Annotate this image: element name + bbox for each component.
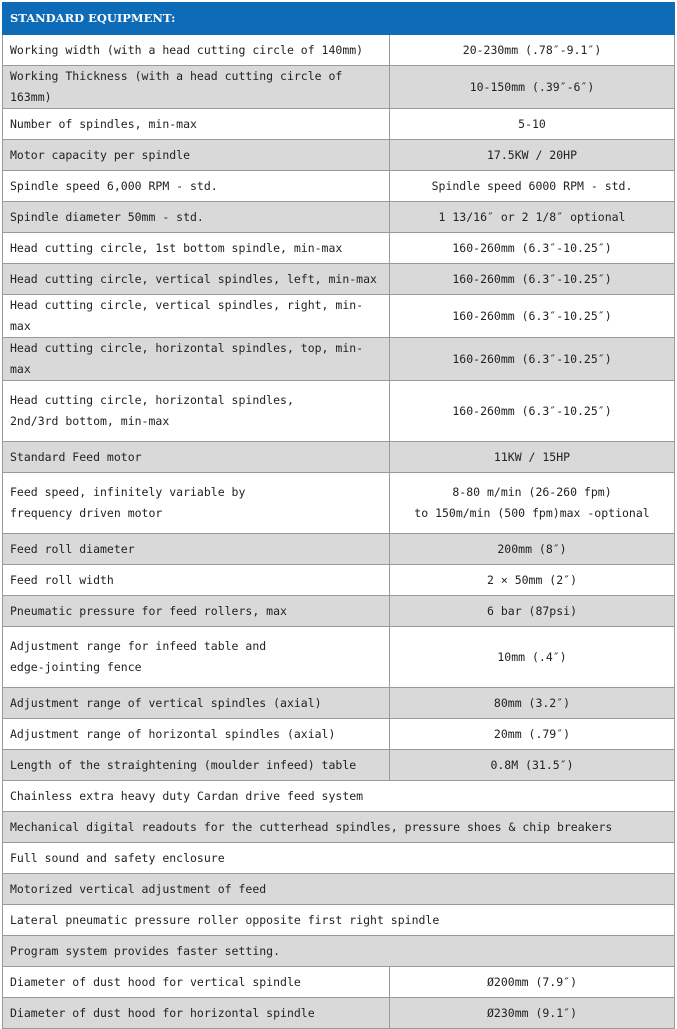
spec-value: 10mm (.4″) — [390, 627, 675, 688]
table-row — [3, 843, 675, 874]
spec-value: 6 bar (87psi) — [390, 596, 675, 627]
spec-value: 17.5KW / 20HP — [390, 140, 675, 171]
spec-value: 20-230mm (.78″-9.1″) — [390, 35, 675, 66]
spec-value: 1 13/16″ or 2 1/8″ optional — [390, 202, 675, 233]
spec-value: 11KW / 15HP — [390, 442, 675, 473]
spec-value: 5-10 — [390, 109, 675, 140]
spec-value: 80mm (3.2″) — [390, 688, 675, 719]
spec-label: Program system provides faster setting. — [3, 936, 675, 967]
spec-label: Mechanical digital readouts for the cutterhead spindles, pressure shoes & chip breakers — [3, 812, 675, 843]
table-row — [3, 565, 675, 596]
spec-value: 0.8M (31.5″) — [390, 750, 675, 781]
spec-value: 10-150mm (.39″-6″) — [390, 66, 675, 109]
spec-label: Number of spindles, min-max — [3, 109, 390, 140]
spec-label: Motor capacity per spindle — [3, 140, 390, 171]
spec-label: Motorized vertical adjustment of feed — [3, 874, 675, 905]
spec-label: Lateral pneumatic pressure roller opposite first right spindle — [3, 905, 675, 936]
table-row — [3, 781, 675, 812]
table-row — [3, 35, 675, 66]
spec-label: Feed roll diameter — [3, 534, 390, 565]
table-row — [3, 874, 675, 905]
table-row — [3, 473, 675, 534]
spec-label: Head cutting circle, horizontal spindles, top, min-max — [3, 338, 390, 381]
spec-label: Head cutting circle, vertical spindles, right, min-max — [3, 295, 390, 338]
spec-label: Working width (with a head cutting circle of 140mm) — [3, 35, 390, 66]
spec-value: 160-260mm (6.3″-10.25″) — [390, 264, 675, 295]
table-row — [3, 936, 675, 967]
spec-value: 160-260mm (6.3″-10.25″) — [390, 295, 675, 338]
standard-equipment-table — [2, 2, 675, 1029]
spec-label: Spindle diameter 50mm - std. — [3, 202, 390, 233]
spec-label: Feed roll width — [3, 565, 390, 596]
table-row — [3, 381, 675, 442]
spec-value: 8-80 m/min (26-260 fpm) to 150m/min (500 fpm)max -optional — [390, 473, 675, 534]
spec-label: Working Thickness (with a head cutting circle of 163mm) — [3, 66, 390, 109]
table-row — [3, 750, 675, 781]
table-row — [3, 109, 675, 140]
spec-label: Head cutting circle, horizontal spindles, 2nd/3rd bottom, min-max — [3, 381, 390, 442]
table-row — [3, 140, 675, 171]
table-row — [3, 627, 675, 688]
table-row — [3, 295, 675, 338]
spec-value: Spindle speed 6000 RPM - std. — [390, 171, 675, 202]
spec-value: 20mm (.79″) — [390, 719, 675, 750]
spec-value: 160-260mm (6.3″-10.25″) — [390, 381, 675, 442]
table-row — [3, 442, 675, 473]
table-row — [3, 719, 675, 750]
table-row — [3, 202, 675, 233]
spec-value: 200mm (8″) — [390, 534, 675, 565]
spec-label: Diameter of dust hood for vertical spindle — [3, 967, 390, 998]
spec-label: Pneumatic pressure for feed rollers, max — [3, 596, 390, 627]
table-header: STANDARD EQUIPMENT: — [3, 3, 675, 35]
spec-label: Chainless extra heavy duty Cardan drive feed system — [3, 781, 675, 812]
spec-value: Ø200mm (7.9″) — [390, 967, 675, 998]
spec-label: Adjustment range of horizontal spindles (axial) — [3, 719, 390, 750]
spec-label: Standard Feed motor — [3, 442, 390, 473]
spec-label: Length of the straightening (moulder infeed) table — [3, 750, 390, 781]
spec-label: Head cutting circle, vertical spindles, left, min-max — [3, 264, 390, 295]
table-row — [3, 905, 675, 936]
spec-label: Head cutting circle, 1st bottom spindle, min-max — [3, 233, 390, 264]
spec-value: Ø230mm (9.1″) — [390, 998, 675, 1029]
spec-value: 160-260mm (6.3″-10.25″) — [390, 338, 675, 381]
spec-label: Spindle speed 6,000 RPM - std. — [3, 171, 390, 202]
spec-label: Adjustment range for infeed table and edge-jointing fence — [3, 627, 390, 688]
table-row — [3, 812, 675, 843]
table-row — [3, 534, 675, 565]
table-row — [3, 66, 675, 109]
table-row — [3, 596, 675, 627]
table-row — [3, 967, 675, 998]
spec-label: Feed speed, infinitely variable by frequency driven motor — [3, 473, 390, 534]
table-row — [3, 998, 675, 1029]
spec-value: 160-260mm (6.3″-10.25″) — [390, 233, 675, 264]
spec-label: Full sound and safety enclosure — [3, 843, 675, 874]
table-row — [3, 233, 675, 264]
table-row — [3, 171, 675, 202]
table-row — [3, 688, 675, 719]
table-row — [3, 338, 675, 381]
table-header-row — [3, 3, 675, 35]
spec-label: Diameter of dust hood for horizontal spindle — [3, 998, 390, 1029]
spec-value: 2 × 50mm (2″) — [390, 565, 675, 596]
table-row — [3, 264, 675, 295]
spec-label: Adjustment range of vertical spindles (axial) — [3, 688, 390, 719]
